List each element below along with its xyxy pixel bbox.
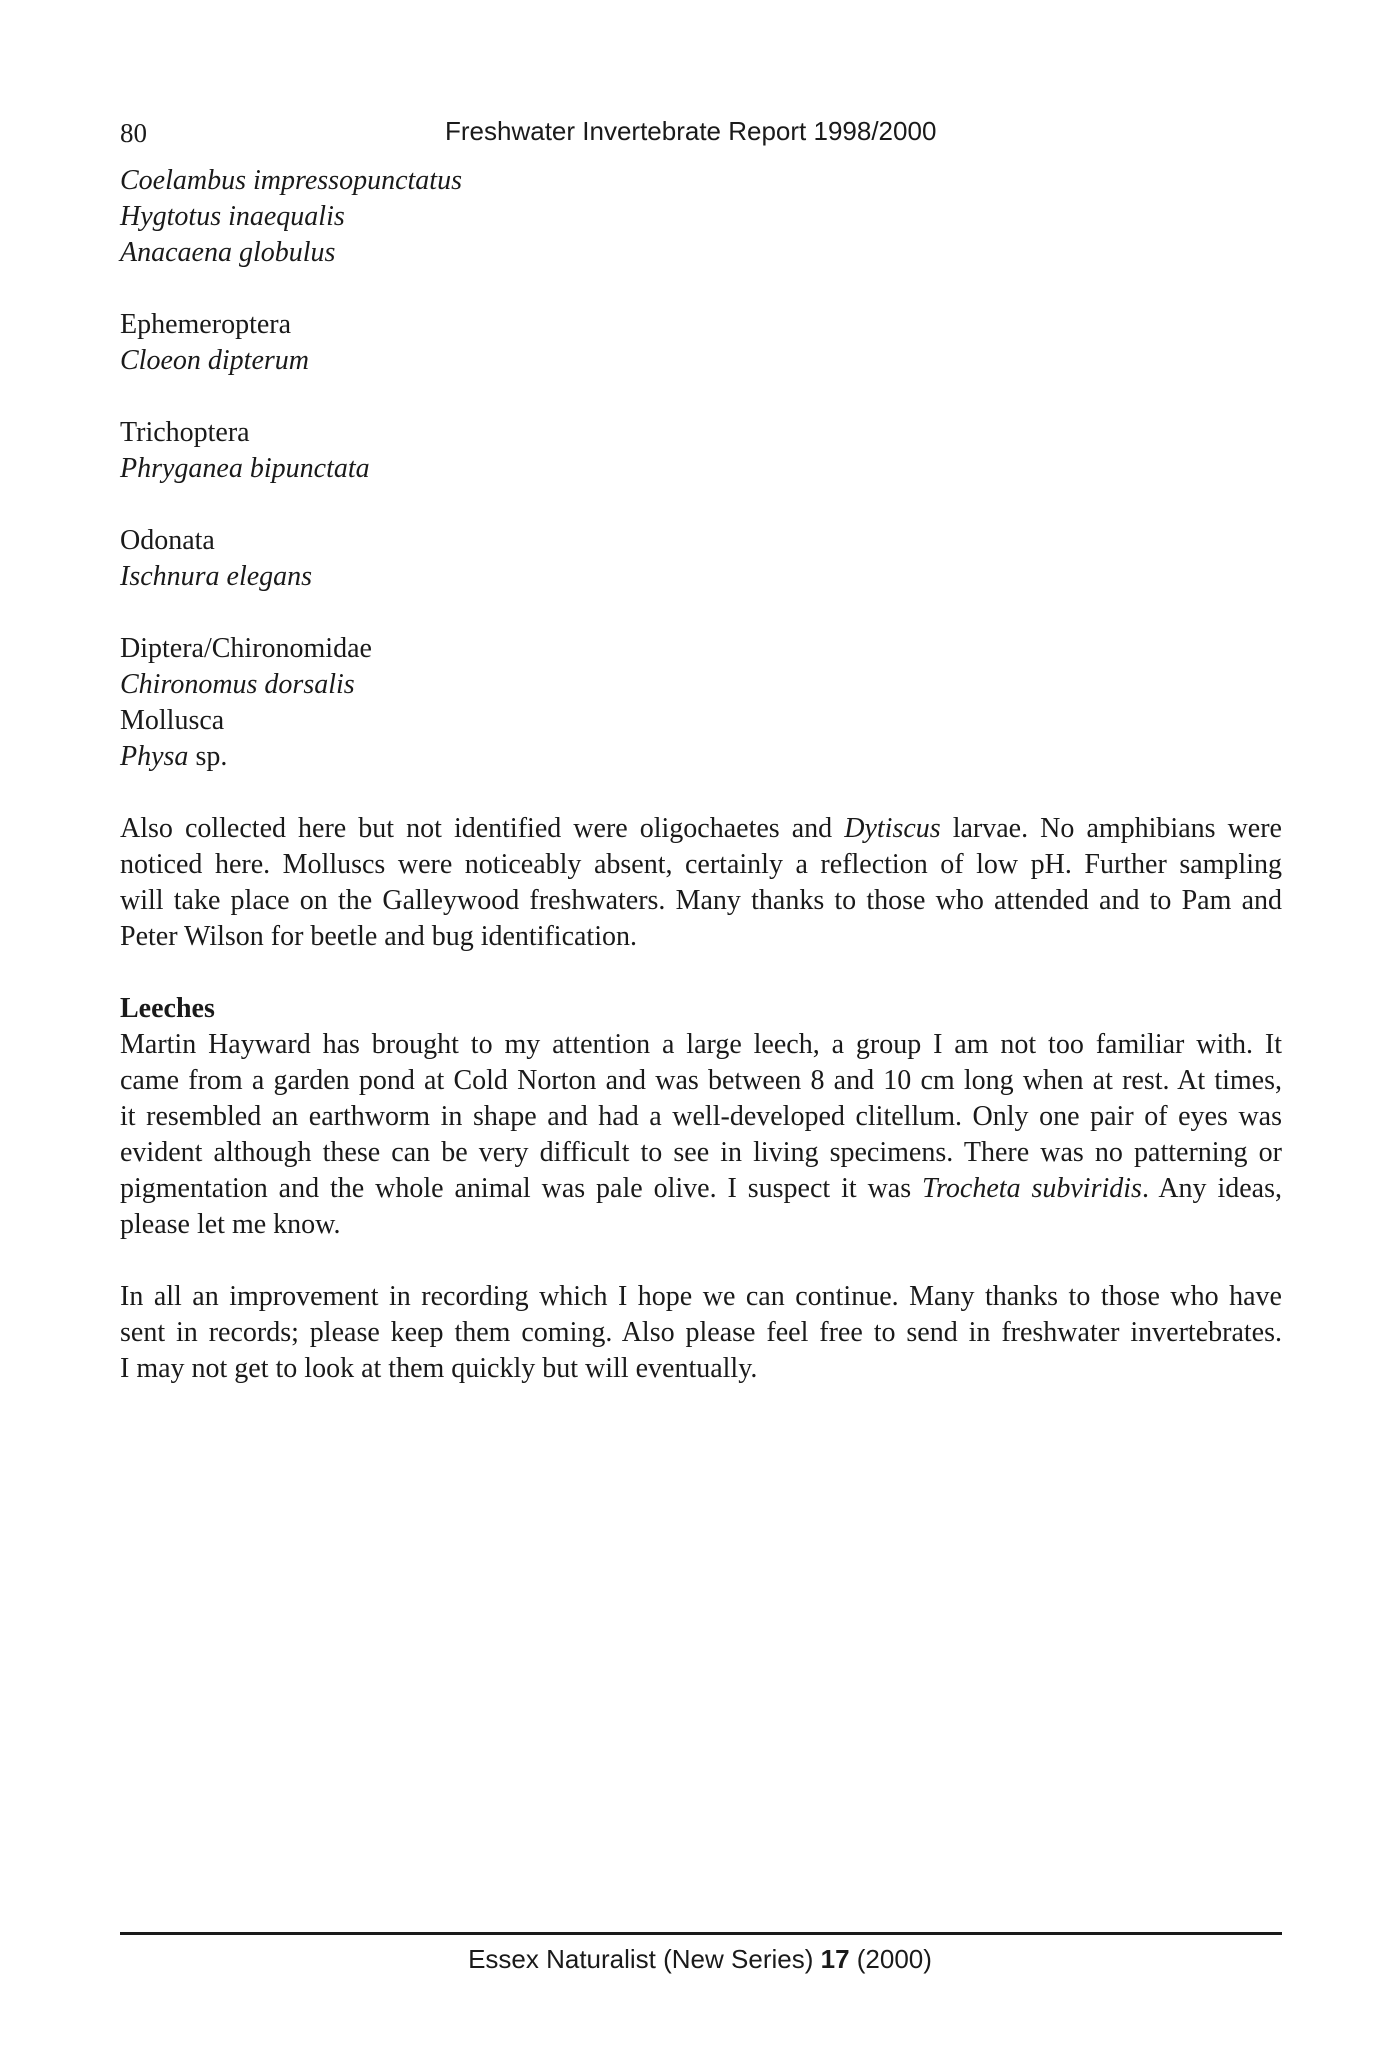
page-footer: [0, 1944, 1400, 1975]
taxon-group: Mollusca: [120, 705, 225, 736]
text-line: In all an improvement in recording which I hope we can continue. Many thanks to those who have: [120, 1281, 1282, 1312]
species-name: Coelambus impressopunctatus: [120, 165, 462, 196]
text-line: [120, 1171, 1282, 1207]
text-line: I may not get to look at them quickly but will eventually.: [120, 1353, 758, 1384]
text-line: noticed here. Molluscs were noticeably absent, certainly a reflection of low pH. Further sampling: [120, 849, 1282, 880]
main-content: [120, 163, 1282, 1387]
species-suffix: sp.: [188, 741, 228, 772]
text-line: Peter Wilson for beetle and bug identification.: [120, 921, 637, 952]
journal-name: Essex Naturalist (New Series): [468, 1944, 821, 1974]
taxon-group: Ephemeroptera: [120, 309, 292, 340]
text-line: it resembled an earthworm in shape and had a well-developed clitellum. Only one pair of eyes was: [120, 1101, 1282, 1132]
taxon-group: Diptera/Chironomidae: [120, 633, 372, 664]
species-name: Chironomus dorsalis: [120, 669, 355, 700]
paragraph-closing: [120, 1279, 1282, 1387]
taxon-group: Odonata: [120, 525, 215, 556]
species-name: Anacaena globulus: [120, 237, 336, 268]
paragraph-leeches: [120, 1027, 1282, 1243]
species-name: Trocheta subviridis: [922, 1173, 1142, 1204]
footer-divider: [120, 1932, 1282, 1935]
species-name: Ischnura elegans: [120, 561, 313, 592]
species-name: Cloeon dipterum: [120, 345, 309, 376]
species-name: Hygtotus inaequalis: [120, 201, 345, 232]
text-fragment: . Any ideas,: [1141, 1173, 1282, 1204]
text-fragment: larvae. No amphibians were: [940, 813, 1282, 844]
species-name: Phryganea bipunctata: [120, 453, 370, 484]
text-line: evident although these can be very difficult to see in living specimens. There was no patterning or: [120, 1137, 1282, 1168]
text-line: please let me know.: [120, 1209, 341, 1240]
text-line: will take place on the Galleywood freshwaters. Many thanks to those who attended and to Pam and: [120, 885, 1282, 916]
running-title: Freshwater Invertebrate Report 1998/2000: [445, 116, 937, 146]
text-line: [120, 811, 1282, 847]
genus-name: Dytiscus: [844, 813, 941, 844]
paragraph-collection-notes: [120, 811, 1282, 955]
page-number: 80: [120, 118, 147, 148]
text-line: sent in records; please keep them coming. Also please feel free to send in freshwater invertebrates.: [120, 1317, 1282, 1348]
section-heading-leeches: Leeches: [120, 993, 215, 1024]
volume-number: 17: [820, 1944, 850, 1974]
text-fragment: Also collected here but not identified were oligochaetes and: [120, 813, 845, 844]
taxon-group: Trichoptera: [120, 417, 250, 448]
publication-year: (2000): [849, 1944, 932, 1974]
species-name: [120, 739, 1282, 775]
genus-name: Physa: [120, 741, 189, 772]
text-line: came from a garden pond at Cold Norton and was between 8 and 10 cm long when at rest. At times,: [120, 1065, 1282, 1096]
text-fragment: pigmentation and the whole animal was pale olive. I suspect it was: [120, 1173, 923, 1204]
text-line: Martin Hayward has brought to my attention a large leech, a group I am not too familiar with. It: [120, 1029, 1282, 1060]
